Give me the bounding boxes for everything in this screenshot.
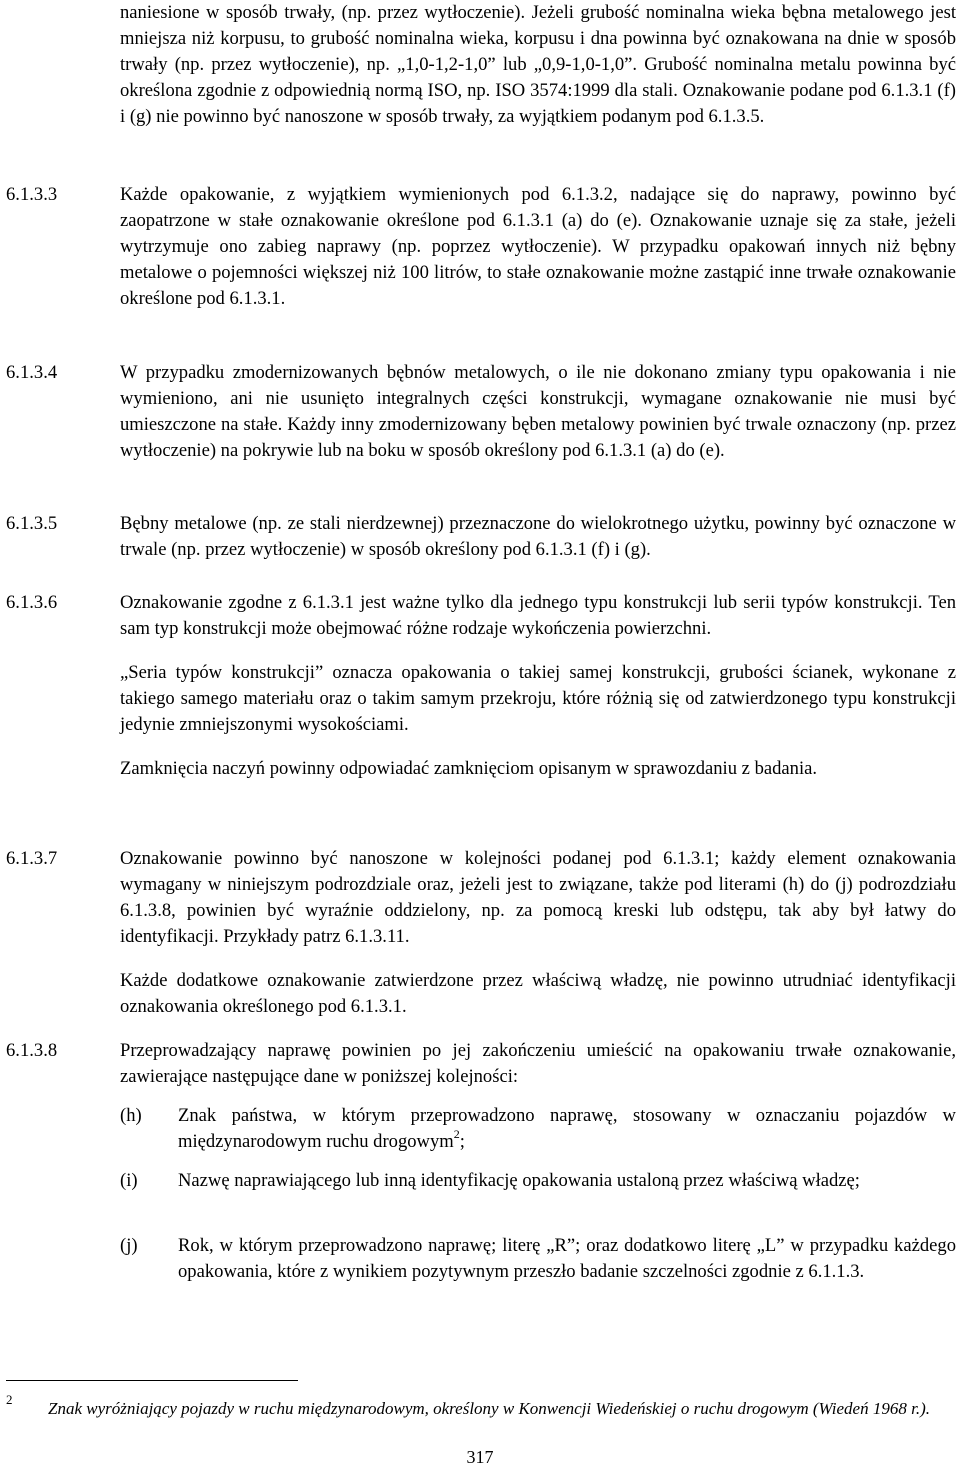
page-number: 317 — [466, 1447, 494, 1467]
section-paragraph: Bębny metalowe (np. ze stali nierdzewnej) przeznaczone do wielokrotnego użytku, powinny być oznaczone w trwale (np. przez wytłoczenie) w sposób określony pod 6.1.3.1 (f) i (g). — [120, 513, 956, 560]
section-number: 6.1.3.5 — [6, 513, 58, 534]
list-item-text: Rok, w którym przeprowadzono naprawę; literę „R”; oraz dodatkowo literę „L” w przypadku każdego opakowania, które z wynikiem pozytywnym przeszło badanie szczelności zgodnie z 6.1.1.3. — [178, 1235, 956, 1282]
section-6-1-3-6 — [6, 590, 956, 782]
list-item-tail: ; — [459, 1131, 465, 1152]
section-body — [120, 182, 956, 312]
list-item-i — [120, 1168, 956, 1194]
section-6-1-3-3 — [6, 182, 956, 312]
section-paragraph: Oznakowanie zgodne z 6.1.3.1 jest ważne tylko dla jednego typu konstrukcji lub serii typów konstrukcji. Ten sam typ konstrukcji może obejmować różne rodzaje wykończenia powierzchni. — [120, 592, 956, 639]
list-item-j — [120, 1233, 956, 1285]
section-paragraph: „Seria typów konstrukcji” oznacza opakowania o takiej samej konstrukcji, grubości ścianek, wykonane z takiego samego materiału oraz o takim samym przekroju, które różnią się od zatwierdzonego typu konstrukcji jedynie zmniejszonymi wysokościami. — [120, 662, 956, 735]
section-6-1-3-8 — [6, 1038, 956, 1090]
intro-paragraph: naniesione w sposób trwały, (np. przez wytłoczenie). Jeżeli grubość nominalna wieka bębna metalowego jest mniejsza niż korpusu, to grubość nominalna wieka, korpusu i dna powinna być oznakowana na dnie w sposób trwały (np. przez wytłoczenie), np. „1,0-1,2-1,0” lub „0,9-1,0-1,0”. Grubość nominalna metalu powinna być określona zgodnie z odpowiednią normą ISO, np. ISO 3574:1999 dla stali. Oznakowanie podane pod 6.1.3.1 (f) i (g) nie powinno być nanoszone w sposób trwały, za wyjątkiem podanym pod 6.1.3.5. — [120, 2, 956, 127]
section-body — [120, 1038, 956, 1090]
section-paragraph: Przeprowadzający naprawę powinien po jej zakończeniu umieścić na opakowaniu trwałe oznakowanie, zawierające następujące dane w poniższej kolejności: — [120, 1040, 956, 1087]
section-number: 6.1.3.8 — [6, 1040, 58, 1061]
section-6-1-3-4 — [6, 360, 956, 464]
section-body — [120, 590, 956, 782]
section-paragraph: Oznakowanie powinno być nanoszone w kolejności podanej pod 6.1.3.1; każdy element oznakowania wymagany w niniejszym podrozdziale oraz, jeżeli jest to związane, także pod literami (h) do (j) podrozdziału 6.1.3.8, powinien być wyraźnie oddzielony, np. za pomocą kreski lub odstępu, tak aby był łatwy do identyfikacji. Przykłady patrz 6.1.3.11. — [120, 848, 956, 947]
section-6-1-3-5 — [6, 511, 956, 563]
section-6-1-3-7 — [6, 846, 956, 1020]
section-number: 6.1.3.4 — [6, 362, 58, 383]
list-item-mark: (i) — [120, 1170, 138, 1191]
footnote-mark: 2 — [6, 1392, 13, 1407]
section-body — [120, 360, 956, 464]
list-item-text: Nazwę naprawiającego lub inną identyfikację opakowania ustaloną przez właściwą władzę; — [178, 1170, 860, 1191]
footnote-reference: 2 — [453, 1126, 460, 1141]
footnote-text: Znak wyróżniający pojazdy w ruchu międzynarodowym, określony w Konwencji Wiedeńskiej o ruchu drogowym (Wiedeń 1968 r.). — [48, 1399, 930, 1418]
section-paragraph: W przypadku zmodernizowanych bębnów metalowych, o ile nie dokonano zmiany typu opakowania i nie wymieniono, ani nie usunięto integralnych części konstrukcji, wymagane oznakowanie nie musi być umieszczone na stałe. Każdy inny zmodernizowany bęben metalowy powinien być trwale oznaczony (np. przez wytłoczenie) na pokrywie lub na boku w sposób określony pod 6.1.3.1 (a) do (e). — [120, 362, 956, 461]
section-number: 6.1.3.7 — [6, 848, 58, 869]
section-paragraph: Każde opakowanie, z wyjątkiem wymienionych pod 6.1.3.2, nadające się do naprawy, powinno być zaopatrzone w stałe oznakowanie określone pod 6.1.3.1 (a) do (e). Oznakowanie uznaje się za stałe, jeżeli wytrzymuje ono zabieg naprawy (np. poprzez wytłoczenie). W przypadku opakowań innych niż bębny metalowe o pojemności większej niż 100 litrów, to stałe oznakowanie możne zastąpić inne trwałe oznakowanie określone pod 6.1.3.1. — [120, 184, 956, 309]
list-item-mark: (h) — [120, 1105, 142, 1126]
list-item-mark: (j) — [120, 1235, 138, 1256]
section-number: 6.1.3.6 — [6, 592, 58, 613]
footnote-divider — [6, 1380, 298, 1381]
list-item-text — [178, 1103, 956, 1155]
section-body — [120, 511, 956, 563]
section-body — [120, 846, 956, 1020]
list-item-body: Znak państwa, w którym przeprowadzono naprawę, stosowany w oznaczaniu pojazdów w międzynarodowym ruchu drogowym — [178, 1105, 956, 1152]
section-paragraph: Każde dodatkowe oznakowanie zatwierdzone przez właściwą władzę, nie powinno utrudniać identyfikacji oznakowania określonego pod 6.1.3.1. — [120, 970, 956, 1017]
section-paragraph: Zamknięcia naczyń powinny odpowiadać zamknięciom opisanym w sprawozdaniu z badania. — [120, 758, 818, 779]
list-item-h — [120, 1103, 956, 1155]
section-number: 6.1.3.3 — [6, 184, 58, 205]
